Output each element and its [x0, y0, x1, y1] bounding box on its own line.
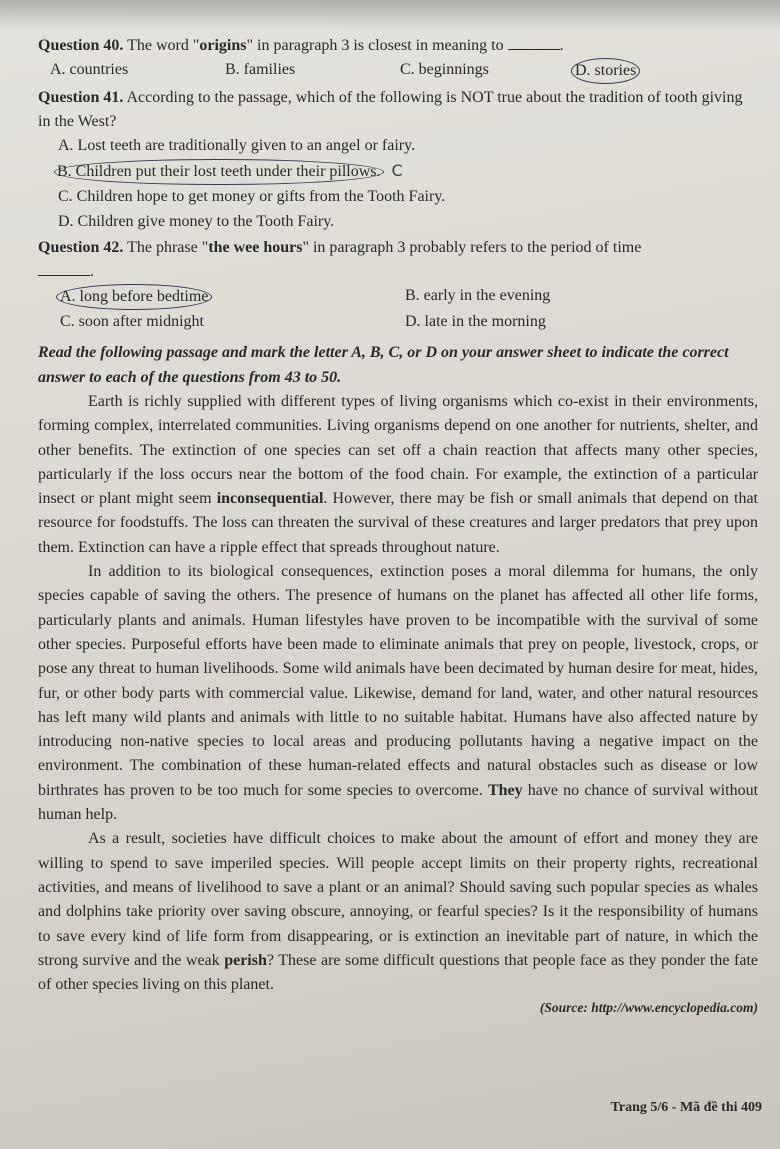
- reading-instruction: Read the following passage and mark the letter A, B, C, or D on your answer sheet to indicate the correct answer to each of the questions from 43 to 50.: [38, 344, 729, 386]
- question-42-phrase: the wee hours: [208, 239, 303, 256]
- answer-blank: [38, 261, 90, 276]
- q41-option-d[interactable]: D. Children give money to the Tooth Fairy.: [58, 212, 335, 230]
- p2-text-b: have no chance of survival without human help.: [38, 781, 759, 824]
- passage-paragraph-2: [38, 560, 758, 827]
- question-41-label: Question 41.: [38, 89, 124, 106]
- reading-passage: [38, 390, 758, 997]
- q41-option-c[interactable]: C. Children hope to get money or gifts from the Tooth Fairy.: [58, 188, 446, 205]
- q41-option-b[interactable]: [38, 159, 758, 186]
- page-footer: Trang 5/6 - Mã đề thi 409: [610, 1100, 762, 1115]
- q40-option-d-circled: D. stories: [571, 58, 640, 84]
- passage-paragraph-1: [38, 390, 758, 560]
- handwritten-mark: C: [391, 160, 403, 180]
- q42-option-a-circled: A. long before bedtime: [56, 284, 212, 310]
- question-42-text-pre: The phrase ": [127, 239, 209, 256]
- question-40-keyword: origins: [199, 37, 247, 54]
- p3-text-a: As a result, societies have difficult choices to make about the amount of effort and money they are willing to spend to save imperiled species. Will people accept limits on their property rights, recreational activities, and means of livelihood to save a plant or an animal? Should saving such popular species as whales and dolphins take priority over saving obscure, annoying, or fearful species? Is it the responsibility of humans to save every kind of life form from disappearing, or is extinction an inevitable part of nature, in which the strong survive and the weak: [38, 830, 758, 969]
- q40-option-d[interactable]: [575, 58, 750, 84]
- question-42-text-post: " in paragraph 3 probably refers to the period of time: [302, 239, 642, 256]
- q41-option-a[interactable]: A. Lost teeth are traditionally given to an angel or fairy.: [58, 137, 416, 154]
- q42-option-a[interactable]: [60, 284, 405, 310]
- question-40-text-pre: The word ": [127, 37, 200, 54]
- q40-option-c[interactable]: C. beginnings: [400, 61, 489, 78]
- question-42: Question 42. The phrase "the wee hours" in paragraph 3 probably refers to the period of time .: [38, 239, 642, 280]
- question-40-label: Question 40.: [38, 37, 124, 54]
- answer-blank: [508, 35, 560, 50]
- p3-text-b: ? These are some difficult questions that people face as they ponder the fate of other species living on this planet.: [38, 951, 758, 994]
- question-41: [38, 86, 758, 134]
- p3-keyword: perish: [224, 951, 267, 969]
- question-40: Question 40. The word "origins" in paragraph 3 is closest in meaning to .: [38, 37, 564, 54]
- p1-keyword: inconsequential: [216, 490, 324, 508]
- question-42-options: [38, 284, 758, 334]
- q42-option-b[interactable]: B. early in the evening: [405, 287, 551, 304]
- q41-option-b-circled: B. Children put their lost teeth under their pillows.: [54, 159, 384, 186]
- p2-keyword: They: [487, 781, 523, 799]
- p1-text-b: . However, there may be fish or small animals that depend on that resource for foodstuffs. The loss can threaten the survival of these creatures and larger predators that prey upon them. Extinction can have a ripple effect that spreads throughout nature.: [38, 490, 758, 556]
- question-41-text: According to the passage, which of the following is NOT true about the tradition of tooth giving in the West?: [38, 89, 743, 130]
- p1-text-a: Earth is richly supplied with different types of living organisms which co-exist in their environments, forming complex, interrelated communities. Living organisms depend on one another for nutrients, shelter, and other benefits. The extinction of one species can set off a chain reaction that affects many other species, particularly if the loss occurs near the bottom of the food chain. For example, the extinction of a particular insect or plant might seem: [38, 393, 758, 508]
- passage-paragraph-3: [38, 827, 758, 997]
- q42-option-c[interactable]: C. soon after midnight: [60, 313, 204, 330]
- q42-option-d[interactable]: D. late in the morning: [405, 313, 546, 330]
- page-shadow: [0, 0, 780, 30]
- q40-option-a[interactable]: A. countries: [50, 61, 129, 78]
- q40-option-b[interactable]: B. families: [225, 61, 296, 78]
- question-40-options: [38, 58, 758, 84]
- question-42-label: Question 42.: [38, 239, 124, 256]
- p2-text-a: In addition to its biological consequences, extinction poses a moral dilemma for humans, the only species capable of saving the others. The presence of humans on the planet has affected all other life forms, particularly plants and animals. Human lifestyles have proven to be incompatible with the survival of some other species. Purposeful efforts have been made to eliminate animals that prey on people, livestock, crops, or pose any threat to human livelihoods. Some wild animals have been decimated by human desire for meat, hides, fur, or other body parts with commercial value. Likewise, demand for land, water, and other natural resources has left many wild plants and animals with little to no suitable habitat. Humans have also affected nature by introducing non-native species to local areas and producing pollutants having a negative impact on the environment. The combination of these human-related effects and natural obstacles such as disease or low birthrates has proven to be too much for some species to overcome.: [38, 563, 758, 799]
- question-40-text-post: " in paragraph 3 is closest in meaning to: [246, 37, 504, 54]
- source-citation: (Source: http://www.encyclopedia.com): [539, 1000, 758, 1016]
